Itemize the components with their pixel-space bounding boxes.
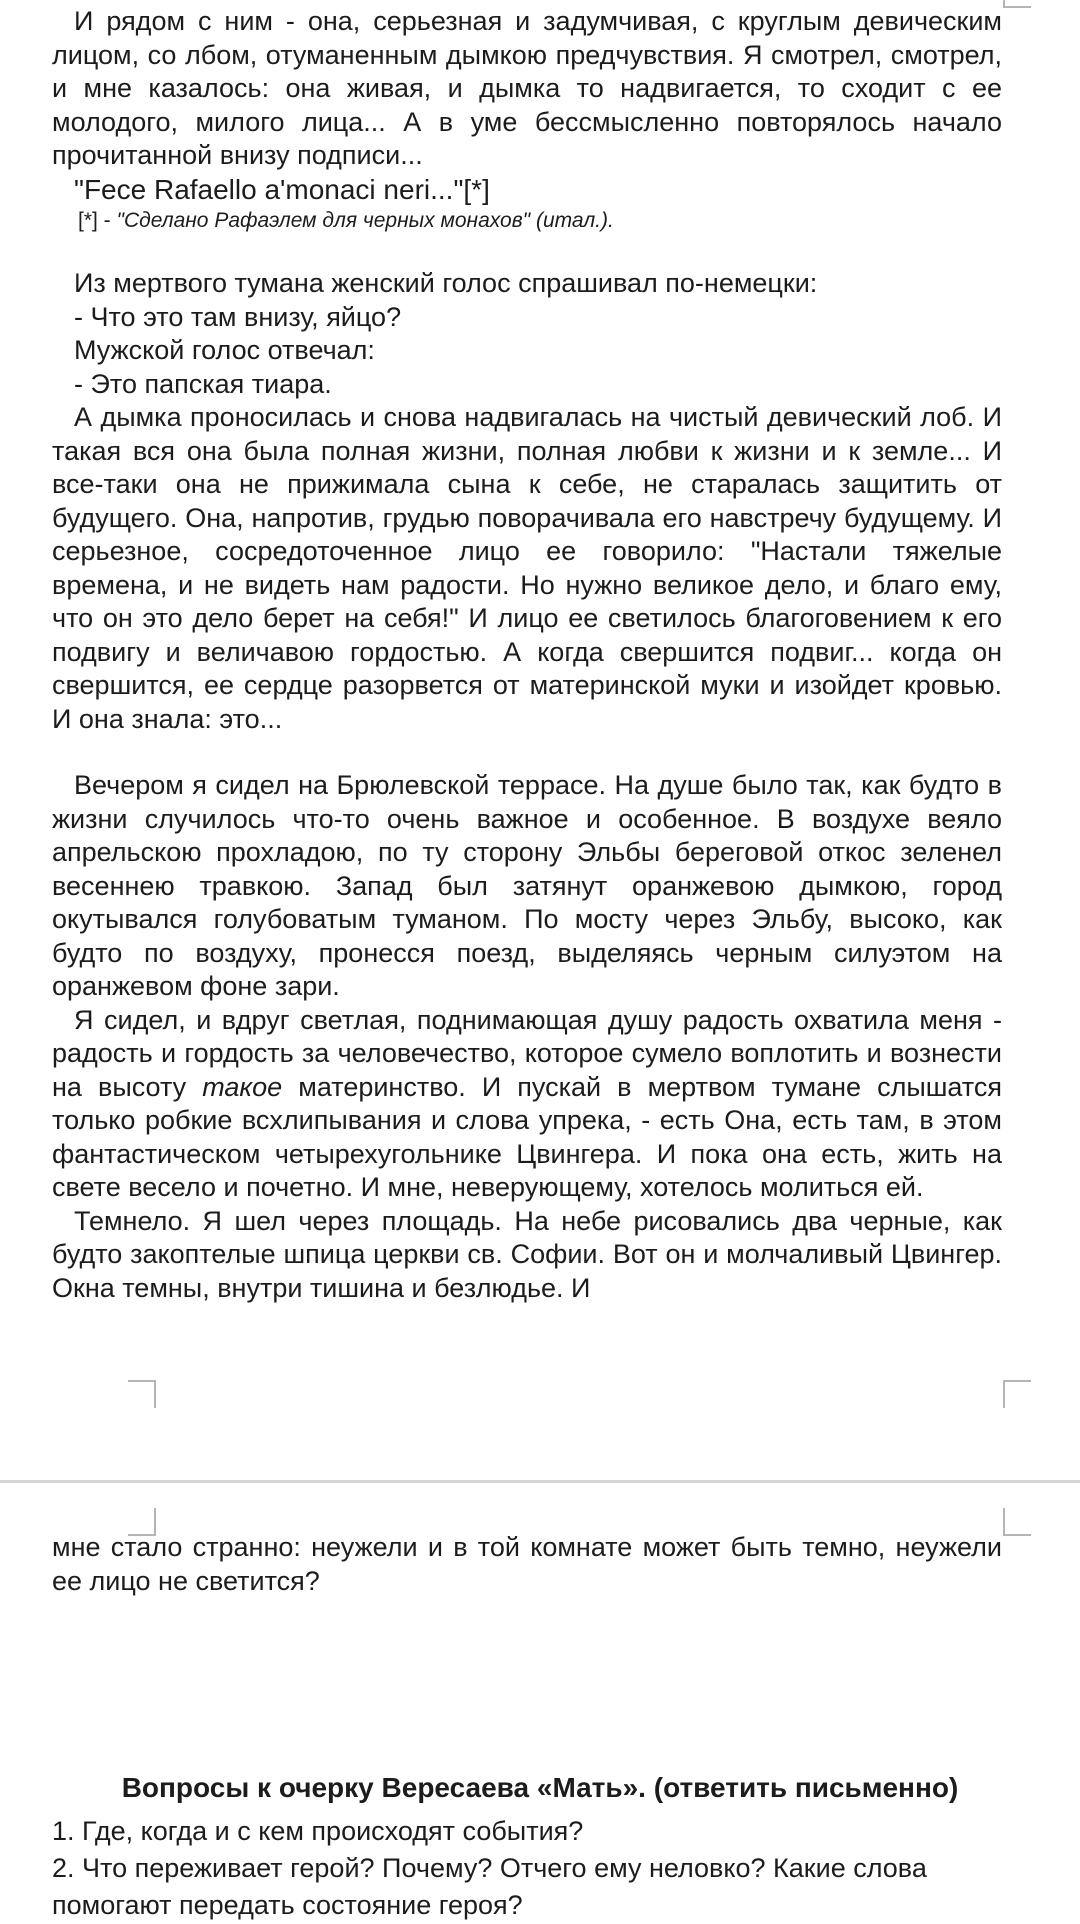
quote-line: "Fece Rafaello a'monaci neri..."[*]	[74, 173, 490, 205]
footnote-marker: [*] -	[78, 209, 117, 232]
footnote-text: "Сделано Рафаэлем для черных монахов" (итал.).	[116, 209, 614, 232]
footnote	[52, 208, 1002, 234]
italic-word: такое	[202, 1071, 283, 1102]
paragraph: мне стало странно: неужели и в той комнате может быть темно, неужели ее лицо не светится?	[52, 1532, 1002, 1596]
paragraph: А дымка проносилась и снова надвигалась на чистый девический лоб. И такая вся она была полная жизни, полная любви к жизни и к земле... И все-таки она не прижимала сына к себе, не старалась защитить от будущего. Она, напротив, грудью поворачивала его навстречу будущему. И серьезное, сосредоточенное лицо ее говорило: "Настали тяжелые времена, и не видеть нам радости. Но нужно великое дело, и благо ему, что он это дело берет на себя!" И лицо ее светилось благоговением к его подвигу и величавою гордостью. А когда свершится подвиг... когда он свершится, ее сердце разорвется от материнской муки и изойдет кровью. И она знала: это...	[52, 402, 1002, 734]
dialogue-line: - Что это там внизу, яйцо?	[74, 301, 402, 332]
dialogue-line: Мужской голос отвечал:	[74, 335, 375, 365]
document-page-2	[0, 1483, 1080, 1920]
dialogue-line: Из мертвого тумана женский голос спрашивал по-немецки:	[74, 268, 818, 298]
questions-list	[52, 1813, 1012, 1924]
question-item: 1. Где, когда и с кем происходят события?	[52, 1816, 584, 1846]
page-corner-mark	[1003, 0, 1031, 8]
paragraph: Я сидел, и вдруг светлая, поднимающая душу радость охватила меня - радость и гордость за человечество, которое сумело воплотить и вознести на высоту такое материнство. И пускай в мертвом тумане слышатся только робкие всхлипывания и слова упрека, - есть Она, есть там, в этом фантастическом четырехугольнике Цвингера. И пока она есть, жить на свете весело и почетно. И мне, неверующему, хотелось молиться ей.	[52, 1004, 1002, 1202]
page-corner-mark	[1003, 1380, 1031, 1408]
paragraph: Темнело. Я шел через площадь. На небе рисовались два черные, как будто закоптелые шпица церкви св. Софии. Вот он и молчаливый Цвингер. Окна темны, внутри тишина и безлюдье. И	[52, 1205, 1002, 1303]
paragraph: И рядом с ним - она, серьезная и задумчивая, с круглым девическим лицом, со лбом, отуманенным дымкою предчувствия. Я смотрел, смотрел, и мне казалось: она живая, и дымка то надвигается, то сходит с ее молодого, милого лица... А в уме бессмысленно повторялось начало прочитанной внизу подписи...	[52, 6, 1002, 170]
paragraph: Вечером я сидел на Брюлевской террасе. На душе было так, как будто в жизни случилось что-то очень важное и особенное. В воздухе веяло апрельскою прохладою, по ту сторону Эльбы береговой откос зеленел весеннею травкою. Запад был затянут оранжевою дымкою, город окутывался голубоватым туманом. По мосту через Эльбу, высоко, как будто по воздуху, пронесся поезд, выделяясь черным силуэтом на оранжевом фоне зари.	[52, 770, 1002, 1001]
page-1-body	[52, 5, 1002, 1305]
question-item: 2. Что переживает герой? Почему? Отчего ему неловко? Какие слова помогают передать состояние героя?	[52, 1853, 927, 1920]
page-2-body	[52, 1531, 1002, 1598]
page-corner-mark	[1003, 1508, 1031, 1536]
questions-title: Вопросы к очерку Вересаева «Мать». (ответить письменно)	[121, 1772, 959, 1803]
dialogue-line: - Это папская тиара.	[74, 368, 332, 399]
page-corner-mark	[128, 1380, 156, 1408]
